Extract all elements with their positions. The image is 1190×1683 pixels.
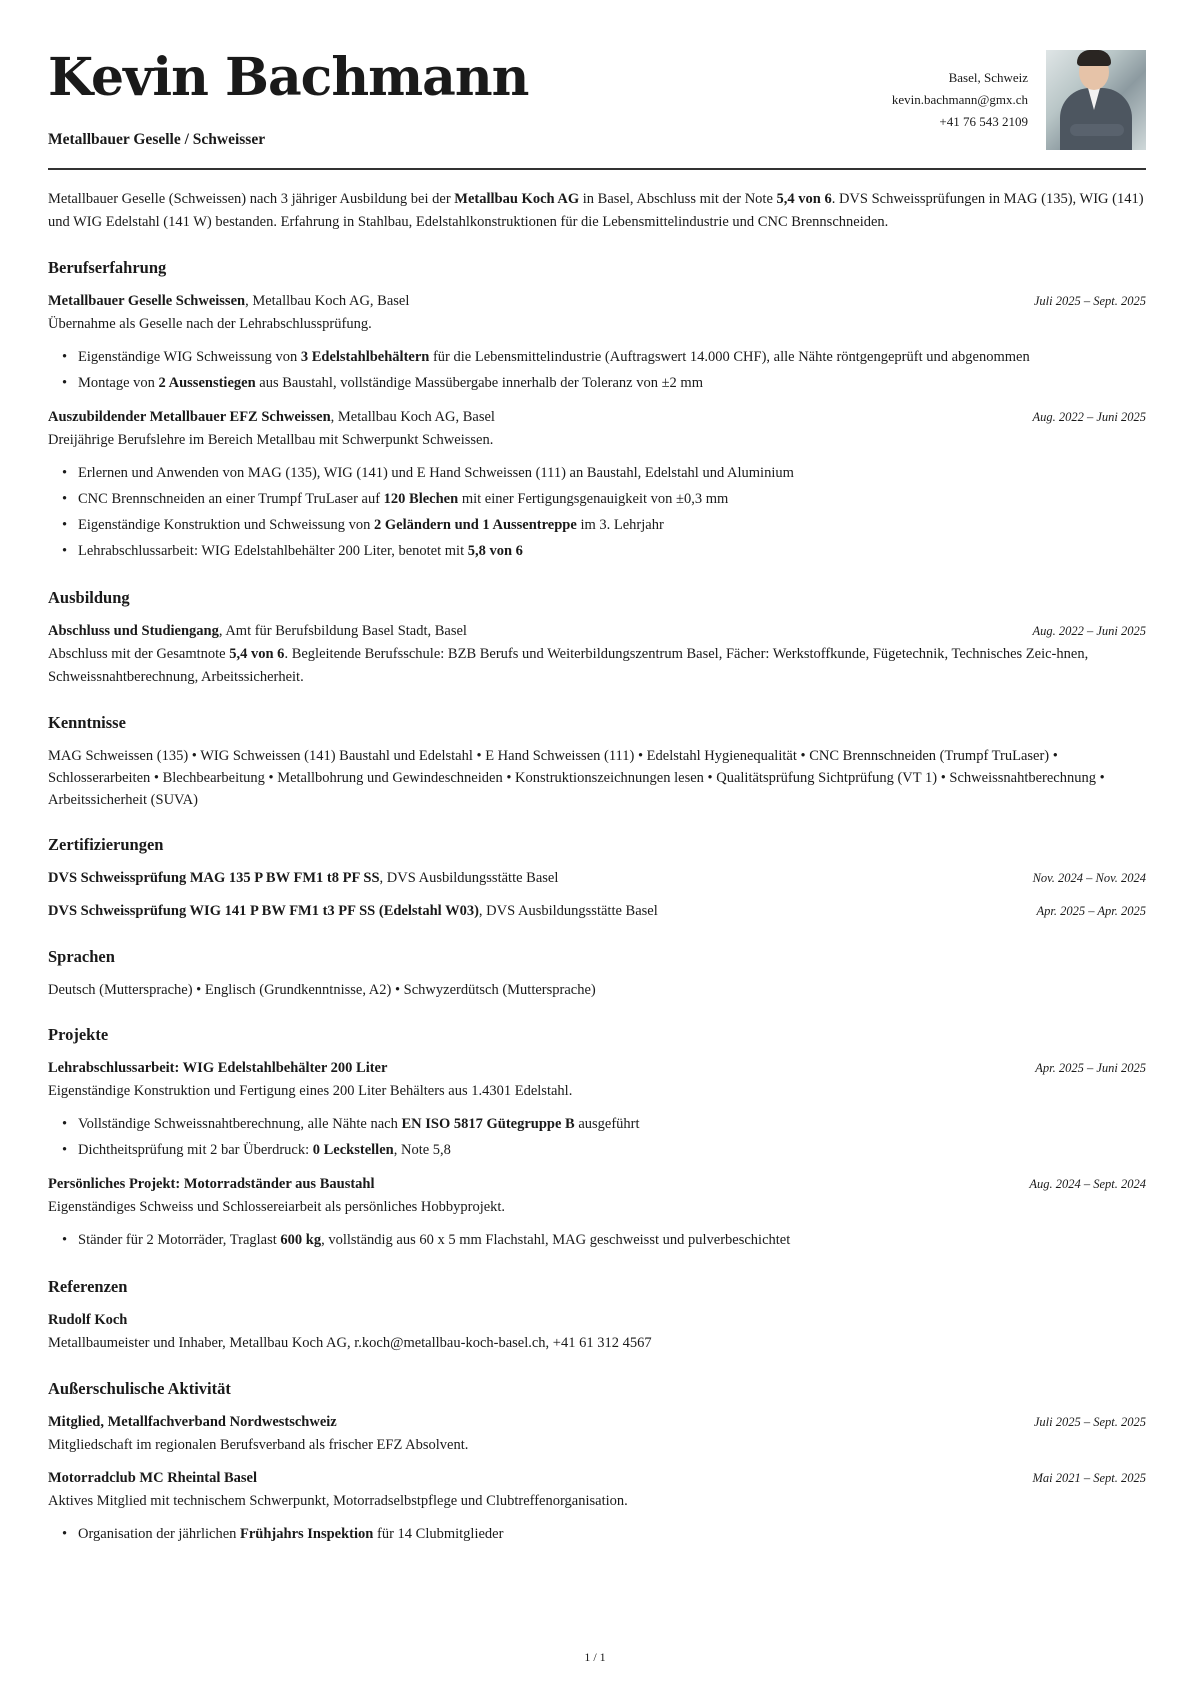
reference-entries	[48, 1309, 1146, 1355]
text-run: Ständer für 2 Motorräder, Traglast	[78, 1232, 281, 1248]
bullet-list	[48, 1111, 1146, 1163]
section-education	[48, 588, 1146, 689]
entry-date: Aug. 2024 – Sept. 2024	[1029, 1177, 1146, 1191]
text-run: ausgeführt	[574, 1116, 640, 1132]
emphasis-text: Frühjahrs Inspektion	[240, 1526, 374, 1542]
list-item: Konstruktionszeichnungen lesen	[515, 770, 704, 786]
project-entries	[48, 1057, 1146, 1253]
section-title: Zertifizierungen	[48, 835, 164, 854]
text-run: Eigenständige Konstruktion und Schweissung von	[78, 517, 375, 533]
section-projects	[48, 1025, 1146, 1253]
entry-title	[48, 1057, 1146, 1080]
entry-date: Juli 2025 – Sept. 2025	[1033, 294, 1146, 308]
entry-date: Juli 2025 – Sept. 2025	[1033, 1415, 1146, 1429]
entry-title	[48, 406, 1146, 429]
bullet-list	[48, 460, 1146, 564]
bullet-item	[78, 1111, 1146, 1137]
section-title: Berufserfahrung	[48, 258, 167, 277]
list-item: Schlosserarbeiten	[48, 770, 151, 786]
list-item: Metallbohrung und Gewindeschneiden	[277, 770, 503, 786]
entry-title	[48, 620, 1146, 643]
bullet-separator-icon: •	[264, 770, 278, 786]
resume-header	[48, 0, 1146, 170]
section-title: Außerschulische Aktivität	[48, 1379, 231, 1398]
entry	[48, 1467, 1146, 1547]
entry-title	[48, 290, 1146, 313]
list-item: Arbeitssicherheit (SUVA)	[48, 792, 198, 808]
bullet-item	[78, 1521, 1146, 1547]
list-item: Schweissnahtberechnung	[949, 770, 1096, 786]
bullet-separator-icon: •	[937, 770, 950, 786]
entry-date: Apr. 2025 – Apr. 2025	[1036, 904, 1146, 918]
emphasis-text: Metallbau Koch AG	[454, 191, 580, 207]
section-certifications	[48, 835, 1146, 923]
bullet-item	[78, 370, 1146, 396]
emphasis-text: EN ISO 5817 Gütegruppe B	[401, 1116, 575, 1132]
entry	[48, 900, 1146, 923]
contact-location: Basel, Schweiz	[948, 70, 1028, 85]
section-references	[48, 1277, 1146, 1355]
bullet-separator-icon: •	[703, 770, 717, 786]
entry	[48, 1411, 1146, 1457]
entry-date: Apr. 2025 – Juni 2025	[1035, 1061, 1146, 1075]
entry-organization: , Metallbau Koch AG, Basel	[245, 293, 410, 309]
bullet-separator-icon: •	[192, 982, 205, 998]
certification-entries	[48, 867, 1146, 923]
text-run: in Basel, Abschluss mit der Note	[579, 191, 777, 207]
candidate-headline: Metallbauer Geselle / Schweisser	[48, 131, 266, 148]
entry-role: Lehrabschlussarbeit: WIG Edelstahlbehälter 200 Liter	[48, 1060, 388, 1076]
bullet-separator-icon: •	[150, 770, 163, 786]
bullet-separator-icon: •	[472, 748, 486, 764]
entry-title	[48, 1173, 1146, 1196]
text-run: CNC Brennschneiden an einer Trumpf TruLaser auf	[78, 491, 384, 507]
contact-phone[interactable]: +41 76 543 2109	[939, 114, 1028, 129]
entry	[48, 620, 1146, 689]
entry-organization: , Metallbau Koch AG, Basel	[330, 409, 495, 425]
entry-role: DVS Schweissprüfung WIG 141 P BW FM1 t3 PF SS (Edelstahl W03)	[48, 903, 479, 919]
emphasis-text: 3 Edelstahlbehältern	[300, 349, 430, 365]
bullet-separator-icon: •	[188, 748, 201, 764]
entry	[48, 867, 1146, 890]
list-item: Blechbearbeitung	[162, 770, 265, 786]
entry-date: Aug. 2022 – Juni 2025	[1032, 410, 1146, 424]
bullet-separator-icon: •	[634, 748, 647, 764]
text-run: Metallbauer Geselle (Schweissen) nach 3 jähriger Ausbildung bei der	[48, 191, 455, 207]
text-run: . DVS Schweissprüfungen in MAG (135), WIG (141) und WIG Edelstahl (141 W) bestanden. Erfahrung in Stahlbau, Edelstahlkonstruktionen für die Lebensmittelindustrie und CNC Brennschneiden.	[48, 191, 1144, 230]
entry-role: Persönliches Projekt: Motorradständer aus Baustahl	[48, 1176, 375, 1192]
entry-role: Metallbauer Geselle Schweissen	[48, 293, 246, 309]
entry-description: Metallbaumeister und Inhaber, Metallbau Koch AG, r.koch@metallbau-koch-basel.ch, +41 61 312 4567	[48, 1335, 652, 1351]
bullet-separator-icon: •	[502, 770, 516, 786]
list-item: Englisch (Grundkenntnisse, A2)	[204, 982, 392, 998]
profile-photo	[1046, 50, 1146, 150]
entry-title	[48, 867, 1146, 890]
bullet-item	[78, 512, 1146, 538]
entry-date: Aug. 2022 – Juni 2025	[1032, 624, 1146, 638]
candidate-name: Kevin Bachmann	[48, 47, 529, 108]
text-run: Lehrabschlussarbeit: WIG Edelstahlbehälter 200 Liter, benotet mit	[78, 543, 468, 559]
bullet-separator-icon: •	[1049, 748, 1058, 764]
list-item: CNC Brennschneiden (Trumpf TruLaser)	[809, 748, 1050, 764]
section-activities	[48, 1379, 1146, 1547]
bullet-item	[78, 460, 1146, 486]
entry	[48, 1309, 1146, 1355]
entry-role: Mitglied, Metallfachverband Nordwestschweiz	[48, 1414, 337, 1430]
education-entries	[48, 620, 1146, 689]
text-run: Montage von	[78, 375, 159, 391]
emphasis-text: 2 Geländern und 1 Aussentreppe	[374, 517, 577, 533]
entry-description: Aktives Mitglied mit technischem Schwerpunkt, Motorradselbstpflege und Clubtreffenorganisation.	[48, 1493, 628, 1509]
entry-title	[48, 1467, 1146, 1490]
emphasis-text: 5,4 von 6	[229, 646, 285, 662]
section-skills	[48, 713, 1146, 811]
bullet-separator-icon: •	[1095, 770, 1105, 786]
text-run: Eigenständige WIG Schweissung von	[78, 349, 301, 365]
entry-description: Mitgliedschaft im regionalen Berufsverband als frischer EFZ Absolvent.	[48, 1437, 469, 1453]
bullet-item	[78, 344, 1146, 370]
section-title: Kenntnisse	[48, 713, 126, 732]
list-item: MAG Schweissen (135)	[48, 748, 189, 764]
summary-paragraph	[48, 188, 1146, 234]
entry	[48, 290, 1146, 396]
emphasis-text: 2 Aussenstiegen	[158, 375, 256, 391]
bullet-item	[78, 486, 1146, 512]
entry-description: Eigenständiges Schweiss und Schlossereiarbeit als persönliches Hobbyprojekt.	[48, 1199, 506, 1215]
languages-list	[48, 979, 1146, 1001]
bullet-list	[48, 1227, 1146, 1253]
entry-description: Dreijährige Berufslehre im Bereich Metallbau mit Schwerpunkt Schweissen.	[48, 432, 494, 448]
section-experience	[48, 258, 1146, 564]
section-title: Sprachen	[48, 947, 115, 966]
entry-title	[48, 900, 1146, 923]
entry-organization: , DVS Ausbildungsstätte Basel	[478, 903, 658, 919]
list-item: Edelstahl Hygienequalität	[646, 748, 797, 764]
text-run: Abschluss mit der Gesamtnote	[48, 646, 230, 662]
entry-role: Abschluss und Studiengang	[48, 623, 219, 639]
text-run: Organisation der jährlichen	[78, 1526, 240, 1542]
list-item: Deutsch (Muttersprache)	[48, 982, 193, 998]
bullet-separator-icon: •	[796, 748, 810, 764]
text-run: , Note 5,8	[393, 1142, 451, 1158]
emphasis-text: 600 kg	[280, 1232, 322, 1248]
contact-block	[892, 67, 1028, 133]
experience-entries	[48, 290, 1146, 564]
entry-organization: , Amt für Berufsbildung Basel Stadt, Basel	[218, 623, 467, 639]
section-title: Referenzen	[48, 1277, 128, 1296]
text-run: mit einer Fertigungsgenauigkeit von ±0,3 mm	[458, 491, 729, 507]
bullet-item	[78, 1227, 1146, 1253]
list-item: Qualitätsprüfung Sichtprüfung (VT 1)	[716, 770, 938, 786]
bullet-list	[48, 1521, 1146, 1547]
text-run: , vollständig aus 60 x 5 mm Flachstahl, MAG geschweisst und pulverbeschichtet	[321, 1232, 791, 1248]
entry-description: Eigenständige Konstruktion und Fertigung eines 200 Liter Behälters aus 1.4301 Edelstahl.	[48, 1083, 573, 1099]
activity-entries	[48, 1411, 1146, 1547]
text-run: Dichtheitsprüfung mit 2 bar Überdruck:	[78, 1142, 313, 1158]
text-run: Vollständige Schweissnahtberechnung, alle Nähte nach	[78, 1116, 402, 1132]
entry	[48, 1173, 1146, 1253]
list-item: Schwyzerdütsch (Muttersprache)	[403, 982, 596, 998]
resume-page	[48, 0, 1146, 1557]
emphasis-text: 5,4 von 6	[776, 191, 832, 207]
entry-title	[48, 1411, 1146, 1434]
contact-email[interactable]: kevin.bachmann@gmx.ch	[891, 92, 1028, 107]
entry-date: Mai 2021 – Sept. 2025	[1032, 1471, 1146, 1485]
text-run: Erlernen und Anwenden von MAG (135), WIG (141) und E Hand Schweissen (111) an Baustahl, Edelstahl und Aluminium	[78, 465, 794, 481]
bullet-item	[78, 1137, 1146, 1163]
entry-title	[48, 1309, 1146, 1332]
emphasis-text: 5,8 von 6	[467, 543, 523, 559]
text-run: für die Lebensmittelindustrie (Auftragswert 14.000 CHF), alle Nähte röntgengeprüft und abgenommen	[429, 349, 1030, 365]
skills-list	[48, 745, 1146, 811]
section-title: Ausbildung	[48, 588, 130, 607]
entry	[48, 1057, 1146, 1163]
list-item: E Hand Schweissen (111)	[485, 748, 635, 764]
header-divider	[48, 168, 1146, 170]
list-item: WIG Schweissen (141) Baustahl und Edelstahl	[200, 748, 473, 764]
entry	[48, 406, 1146, 564]
text-run: . Begleitende Berufsschule: BZB Berufs und Weiterbildungszentrum Basel, Fächer: Werkstoffkunde, Fügetechnik, Technisches Zeic-hnen, Schweissnahtberechnung, Arbeitssicherheit.	[48, 646, 1089, 685]
emphasis-text: 0 Leckstellen	[312, 1142, 394, 1158]
entry-role: Auszubildender Metallbauer EFZ Schweissen	[48, 409, 331, 425]
text-run: im 3. Lehrjahr	[576, 517, 664, 533]
entry-date: Nov. 2024 – Nov. 2024	[1032, 871, 1146, 885]
entry-role: Motorradclub MC Rheintal Basel	[48, 1470, 258, 1486]
entry-description	[48, 643, 1146, 689]
entry-organization: , DVS Ausbildungsstätte Basel	[379, 870, 559, 886]
text-run: für 14 Clubmitglieder	[373, 1526, 504, 1542]
emphasis-text: 120 Blechen	[383, 491, 459, 507]
bullet-item	[78, 538, 1146, 564]
entry-description: Übernahme als Geselle nach der Lehrabschlussprüfung.	[48, 316, 372, 332]
page-number: 1 / 1	[584, 1650, 606, 1664]
entry-role: DVS Schweissprüfung MAG 135 P BW FM1 t8 PF SS	[48, 870, 380, 886]
section-languages	[48, 947, 1146, 1001]
text-run: aus Baustahl, vollständige Massübergabe innerhalb der Toleranz von ±2 mm	[255, 375, 703, 391]
entry-role: Rudolf Koch	[48, 1312, 128, 1328]
bullet-list	[48, 344, 1146, 396]
bullet-separator-icon: •	[391, 982, 404, 998]
section-title: Projekte	[48, 1025, 109, 1044]
